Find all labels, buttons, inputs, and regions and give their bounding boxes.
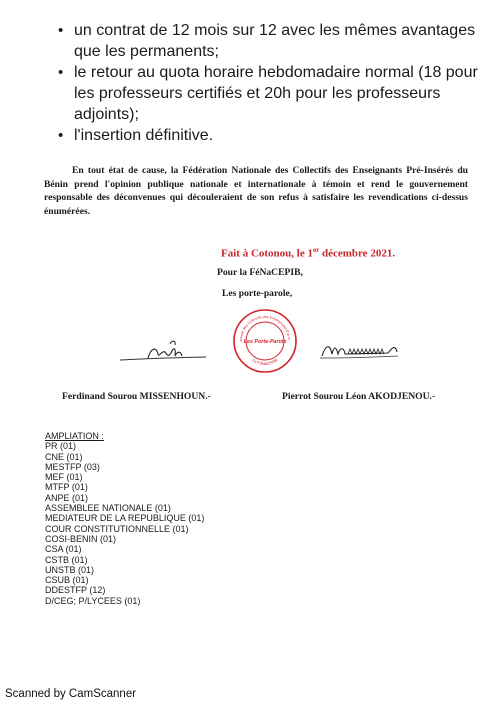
demand-text: l'insertion définitive.	[74, 127, 214, 144]
list-item: CNE (01)	[45, 451, 83, 462]
date-text-end: décembre 2021.	[319, 247, 396, 260]
ampliation-block	[45, 431, 204, 606]
list-item	[58, 125, 478, 146]
bullet-icon: •	[58, 22, 64, 39]
scanner-watermark: Scanned by CamScanner	[5, 688, 137, 700]
demands-list	[58, 20, 478, 146]
stamp-center-text: Les Porte-Parole	[243, 339, 287, 345]
list-item: ASSEMBLEE NATIONALE (01)	[45, 503, 171, 514]
signatory-left-name: Ferdinand Sourou MISSENHOUN.-	[62, 391, 211, 402]
ampliation-title: AMPLIATION :	[45, 431, 104, 441]
official-stamp	[232, 308, 298, 374]
bullet-icon: •	[58, 127, 64, 144]
date-text: Fait à Cotonou, le 1	[221, 247, 313, 260]
list-item	[58, 20, 478, 62]
list-item	[58, 62, 478, 125]
list-item: CSTB (01)	[45, 554, 88, 565]
svg-text:Fédération Nationale des Colle	[232, 308, 291, 341]
bullet-icon: •	[58, 64, 64, 81]
list-item: DDESTFP (12)	[45, 585, 106, 596]
list-item: MTFP (01)	[45, 482, 88, 493]
svg-text:La FéNaCEPIB	[252, 357, 279, 366]
list-item: COSI-BENIN (01)	[45, 533, 117, 544]
spokespersons-line: Les porte-parole,	[222, 288, 293, 299]
stamp-bottom-text: La FéNaCEPIB	[251, 357, 279, 367]
signature-left	[118, 336, 208, 366]
list-item: COUR CONSTITUTIONNELLE (01)	[45, 523, 189, 534]
list-item: CSA (01)	[45, 544, 82, 555]
list-item: UNSTB (01)	[45, 564, 95, 575]
list-item: MESTFP (03)	[45, 461, 100, 472]
demand-text: le retour au quota horaire hebdomadaire normal (18 pour les professeurs certifiés et 20h pour les professeurs adjoints);	[74, 64, 478, 123]
organization-line: Pour la FéNaCEPIB,	[217, 267, 303, 278]
list-item: ANPE (01)	[45, 492, 89, 503]
date-superscript: er	[312, 246, 320, 254]
statement-paragraph: En tout état de cause, la Fédération Nationale des Collectifs des Enseignants Pré-Insérés du Bénin prend l'opinion publique nationale et internationale à témoin et rend le gouvernement responsable des déconvenues qui découleraient de son refus à satisfaire les revendications ci-dessus énumérées.	[44, 165, 468, 217]
signatory-right-name: Pierrot Sourou Léon AKODJENOU.-	[282, 391, 436, 402]
list-item: MEF (01)	[45, 472, 83, 483]
date-place-line	[221, 246, 395, 260]
list-item: D/CEG; P/LYCEES (01)	[45, 595, 141, 606]
list-item: PR (01)	[45, 441, 77, 452]
list-item: CSUB (01)	[45, 575, 89, 586]
demand-text: un contrat de 12 mois sur 12 avec les mêmes avantages que les permanents;	[74, 22, 476, 60]
list-item: MEDIATEUR DE LA REPUBLIQUE (01)	[45, 513, 205, 524]
signature-right	[318, 336, 400, 362]
stamp-ring-text: tionale des Collectifs des Enseignants Pré-In	[238, 314, 292, 342]
